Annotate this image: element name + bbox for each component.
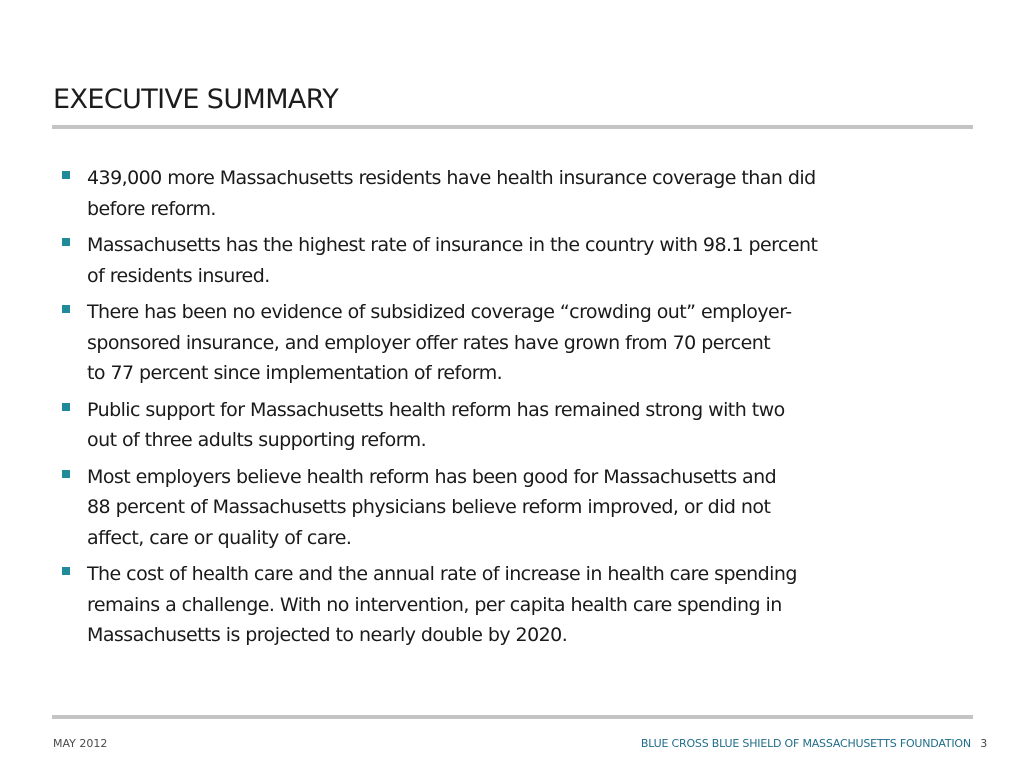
list-item: [62, 462, 942, 554]
list-item: [62, 395, 942, 456]
page-number: 3: [980, 737, 987, 750]
slide-title: EXECUTIVE SUMMARY: [53, 84, 339, 115]
title-divider: [52, 125, 973, 129]
footer-right: [641, 737, 987, 750]
footer-organization: BLUE CROSS BLUE SHIELD OF MASSACHUSETTS FOUNDATION: [640, 737, 971, 750]
bullet-text: The cost of health care and the annual rate of increase in health care spending remains a challenge. With no intervention, per capita health care spending in Massachusetts is projected to nearly double by 2020.: [87, 563, 797, 646]
footer-divider: [52, 715, 973, 719]
list-item: [62, 559, 942, 651]
footer-date: MAY 2012: [53, 737, 108, 750]
bullet-text: Massachusetts has the highest rate of insurance in the country with 98.1 percent of residents insured.: [87, 234, 818, 287]
square-bullet-icon: [62, 171, 70, 179]
bullet-text: 439,000 more Massachusetts residents have health insurance coverage than did before reform.: [87, 167, 816, 220]
list-item: [62, 163, 942, 224]
square-bullet-icon: [62, 403, 70, 411]
square-bullet-icon: [62, 238, 70, 246]
square-bullet-icon: [62, 567, 70, 575]
bullet-text: Public support for Massachusetts health reform has remained strong with two out of three adults supporting reform.: [87, 398, 785, 451]
square-bullet-icon: [62, 470, 70, 478]
list-item: [62, 297, 942, 389]
square-bullet-icon: [62, 305, 70, 313]
bullet-list: [62, 163, 942, 657]
bullet-text: There has been no evidence of subsidized coverage “crowding out” employer- sponsored insurance, and employer offer rates have grown from 70 percent to 77 percent since implementation of reform.: [87, 301, 792, 384]
list-item: [62, 230, 942, 291]
bullet-text: Most employers believe health reform has been good for Massachusetts and 88 percent of Massachusetts physicians believe reform improved, or did not affect, care or quality of care.: [87, 465, 777, 549]
